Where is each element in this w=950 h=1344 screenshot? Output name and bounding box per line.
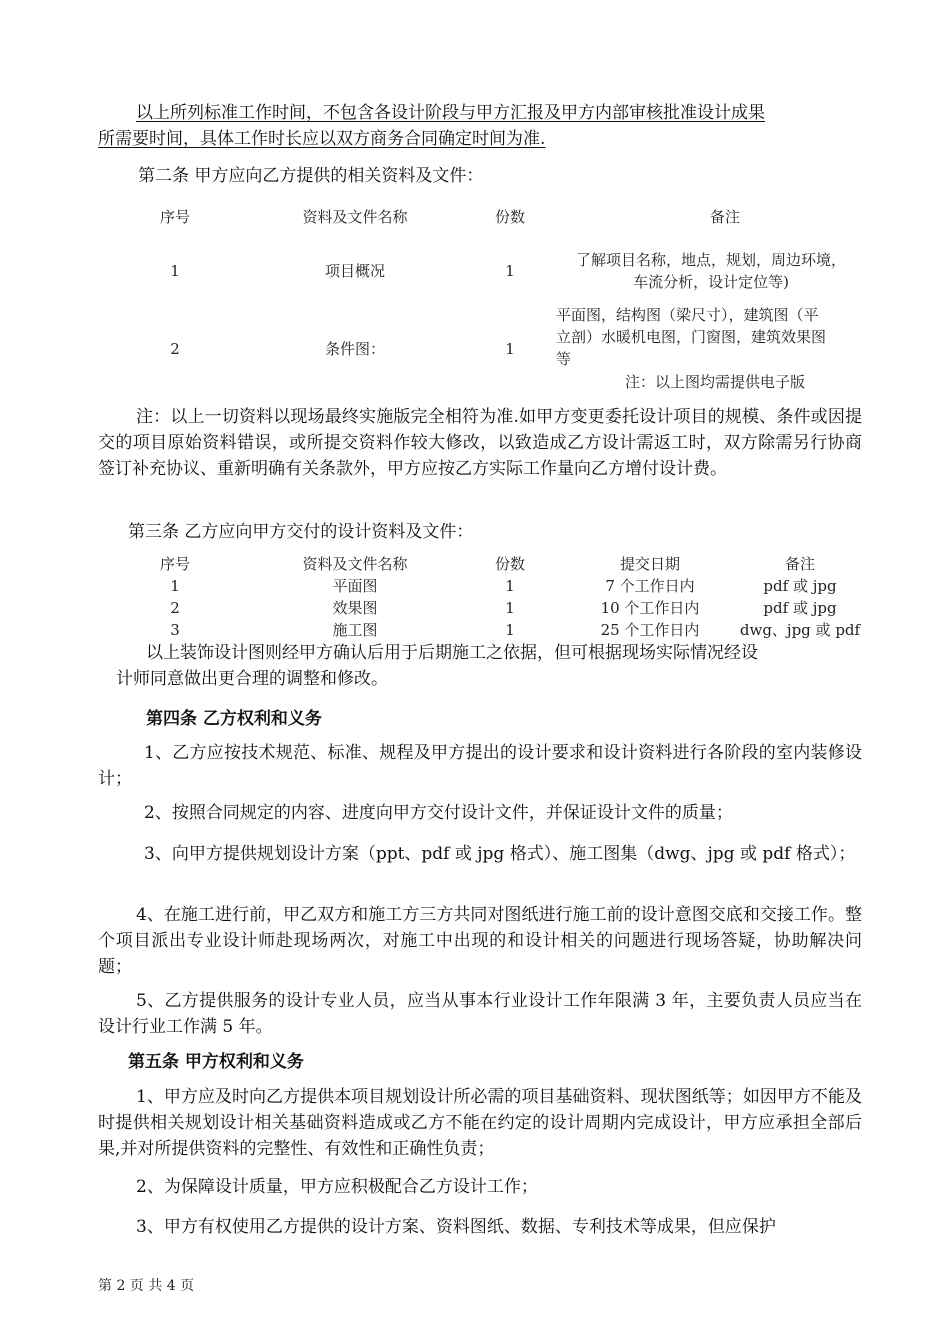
table2-row2-note-l2: 立剖）水暖机电图，门窗图，建筑效果图 <box>556 328 827 346</box>
table2-row2-no: 2 <box>170 340 180 358</box>
table2-header-name: 资料及文件名称 <box>302 208 408 226</box>
intro-line-1: 以上所列标准工作时间，不包含各设计阶段与甲方汇报及甲方内部审核批准设计成果 <box>136 103 765 123</box>
table2-row2-note <box>556 304 866 370</box>
table2-row2-note-l1: 平面图，结构图（梁尺寸），建筑图（平 <box>556 306 819 324</box>
article3-after-line-2: 计师同意做出更合理的调整和修改。 <box>116 669 388 689</box>
table3-row1-count: 1 <box>505 577 515 595</box>
page-footer: 第 2 页 共 4 页 <box>98 1278 195 1294</box>
table2-row1-note-l1: 了解项目名称，地点，规划，周边环境， <box>575 251 846 269</box>
article4-item-1: 1、乙方应按技术规范、标准、规程及甲方提出的设计要求和设计资料进行各阶段的室内装修设计； <box>98 743 862 789</box>
table3-row1-date: 7 个工作日内 <box>605 577 695 595</box>
table2-row2-count: 1 <box>505 340 515 358</box>
article4-heading: 第四条 乙方权利和义务 <box>146 709 322 729</box>
table3-row1-no: 1 <box>170 577 180 595</box>
article4-item-5: 5、乙方提供服务的设计专业人员，应当从事本行业设计工作年限满 3 年，主要负责人员应当在设计行业工作满 5 年。 <box>98 991 862 1037</box>
table3-row2-no: 2 <box>170 599 180 617</box>
table3-row2-count: 1 <box>505 599 515 617</box>
article5-heading: 第五条 甲方权利和义务 <box>128 1052 304 1072</box>
table2-footnote: 注：以上图均需提供电子版 <box>624 373 805 391</box>
table3-header-note: 备注 <box>784 555 815 573</box>
article2-note-paragraph: 注：以上一切资料以现场最终实施版完全相符为准.如甲方变更委托设计项目的规模、条件或因提交的项目原始资料错误，或所提交资料作较大修改，以致造成乙方设计需返工时，双方除需另行协商签订补充协议、重新明确有关条款外，甲方应按乙方实际工作量向乙方增付设计费。 <box>98 407 862 479</box>
table3-row2-date: 10 个工作日内 <box>600 599 700 617</box>
table3-row1-name: 平面图 <box>332 577 378 595</box>
table2-row1-no: 1 <box>170 262 180 280</box>
article5-item-3: 3、甲方有权使用乙方提供的设计方案、资料图纸、数据、专利技术等成果，但应保护 <box>136 1217 776 1237</box>
table3-header-count: 份数 <box>494 555 525 573</box>
table2-header-count: 份数 <box>494 208 525 226</box>
table2-row1-note <box>556 249 866 293</box>
table3-header-date: 提交日期 <box>619 555 680 573</box>
article3-after-paragraph <box>116 640 862 692</box>
article4-item-4: 4、在施工进行前，甲乙双方和施工方三方共同对图纸进行施工前的设计意图交底和交接工作。整个项目派出专业设计师赴现场两次，对施工中出现的和设计相关的问题进行现场答疑，协助解决问题； <box>98 905 862 977</box>
table3-header-no: 序号 <box>159 555 190 573</box>
table2-row1-count: 1 <box>505 262 515 280</box>
table3-row1-note: pdf 或 jpg <box>763 577 837 595</box>
intro-paragraph <box>98 100 862 152</box>
table2-header-note: 备注 <box>709 208 740 226</box>
article3-heading: 第三条 乙方应向甲方交付的设计资料及文件： <box>128 522 474 542</box>
intro-line-2: 所需要时间，具体工作时长应以双方商务合同确定时间为准. <box>98 129 546 149</box>
article2-heading: 第二条 甲方应向乙方提供的相关资料及文件： <box>138 166 484 186</box>
table2-row2-name: 条件图： <box>324 340 385 358</box>
table3-row3-count: 1 <box>505 621 515 639</box>
table3-row2-name: 效果图 <box>332 599 378 617</box>
table2-row1-name: 项目概况 <box>324 262 385 280</box>
article4-item-2: 2、按照合同规定的内容、进度向甲方交付设计文件，并保证设计文件的质量； <box>144 803 733 823</box>
table3-row2-note: pdf 或 jpg <box>763 599 837 617</box>
article4-item-3: 3、向甲方提供规划设计方案（ppt、pdf 或 jpg 格式）、施工图集（dwg、jpg 或 pdf 格式）； <box>144 844 856 864</box>
article3-after-line-1: 以上装饰设计图则经甲方确认后用于后期施工之依据，但可根据现场实际情况经设 <box>146 643 758 663</box>
table2-row2-note-l3: 等 <box>556 350 572 368</box>
article5-item-2: 2、为保障设计质量，甲方应积极配合乙方设计工作； <box>136 1177 538 1197</box>
table3-row3-name: 施工图 <box>332 621 378 639</box>
table3-header-name: 资料及文件名称 <box>302 555 408 573</box>
table3-row3-date: 25 个工作日内 <box>600 621 700 639</box>
table3-row3-no: 3 <box>170 621 180 639</box>
article5-item-1: 1、甲方应及时向乙方提供本项目规划设计所必需的项目基础资料、现状图纸等；如因甲方不能及时提供相关规划设计相关基础资料造成或乙方不能在约定的设计周期内完成设计，甲方应承担全部后果,并对所提供资料的完整性、有效性和正确性负责； <box>98 1087 862 1159</box>
table2-header-no: 序号 <box>159 208 190 226</box>
table2-row1-note-l2: 车流分析，设计定位等) <box>633 273 789 291</box>
table3-row3-note: dwg、jpg 或 pdf <box>739 621 861 639</box>
